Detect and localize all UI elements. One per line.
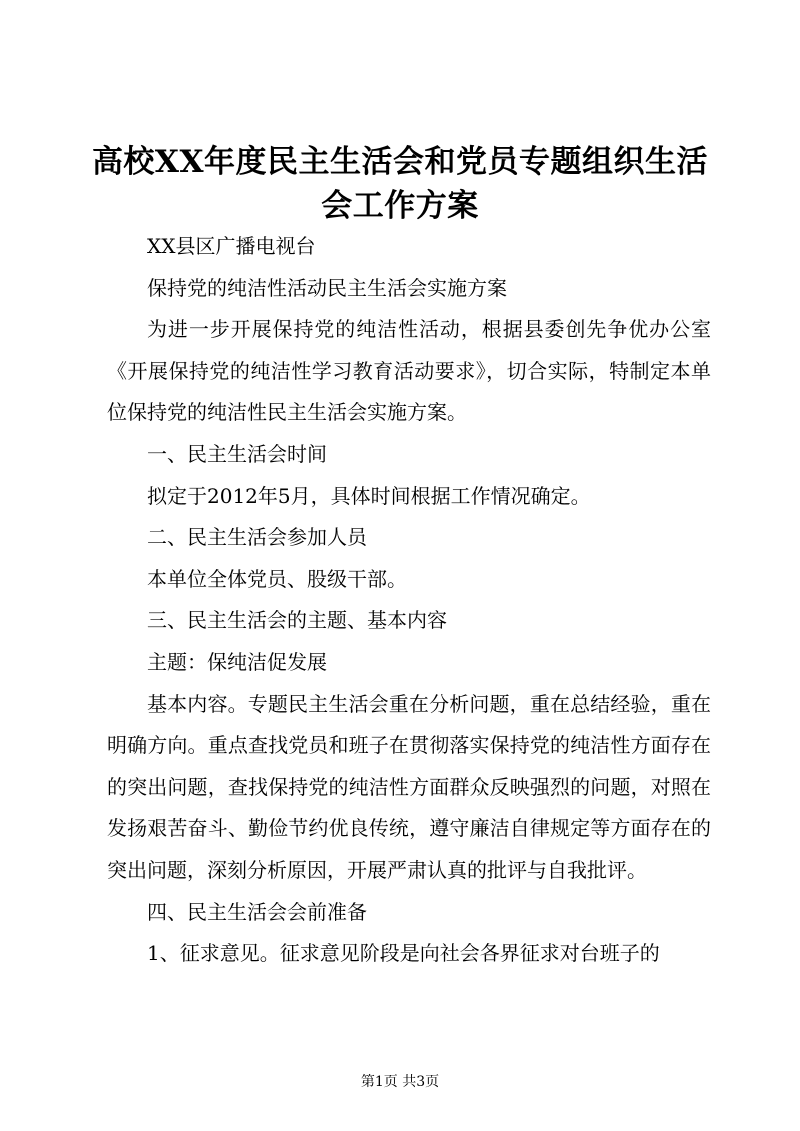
paragraph-participants: 本单位全体党员、股级干部。: [147, 566, 407, 591]
page-number-footer: 第1页 共3页: [360, 1074, 440, 1090]
paragraph-subtitle: 保持党的纯洁性活动民主生活会实施方案: [147, 275, 507, 300]
paragraph-content: 基本内容。专题民主生活会重在分析问题，重在总结经验，重在明确方向。重点查找党员和班子在贯彻落实保持党的纯洁性方面存在的突出问题，查找保持党的纯洁性方面群众反映强烈的问题，对照在发扬艰苦奋斗、勤俭节约优良传统，遵守廉洁自律规定等方面存在的突出问题，深刻分析原因，开展严肃认真的批评与自我批评。: [107, 691, 711, 882]
paragraph-intro: 为进一步开展保持党的纯洁性活动，根据县委创先争优办公室《开展保持党的纯洁性学习教育活动要求》，切合实际，特制定本单位保持党的纯洁性民主生活会实施方案。: [107, 317, 711, 425]
section-heading-participants: 二、民主生活会参加人员: [147, 525, 367, 550]
document-title: 高校XX年度民主生活会和党员专题组织生活会工作方案: [91, 144, 709, 224]
paragraph-theme: 主题：保纯洁促发展: [147, 649, 327, 674]
document-body: [107, 226, 711, 975]
section-heading-theme: 三、民主生活会的主题、基本内容: [147, 608, 447, 633]
paragraph-solicit-opinions: 1、征求意见。征求意见阶段是向社会各界征求对台班子的: [147, 941, 660, 966]
paragraph-time: 拟定于2012年5月，具体时间根据工作情况确定。: [147, 483, 591, 508]
paragraph-organization: XX县区广播电视台: [147, 234, 316, 258]
section-heading-preparation: 四、民主生活会会前准备: [147, 899, 367, 924]
section-heading-time: 一、民主生活会时间: [147, 441, 327, 466]
